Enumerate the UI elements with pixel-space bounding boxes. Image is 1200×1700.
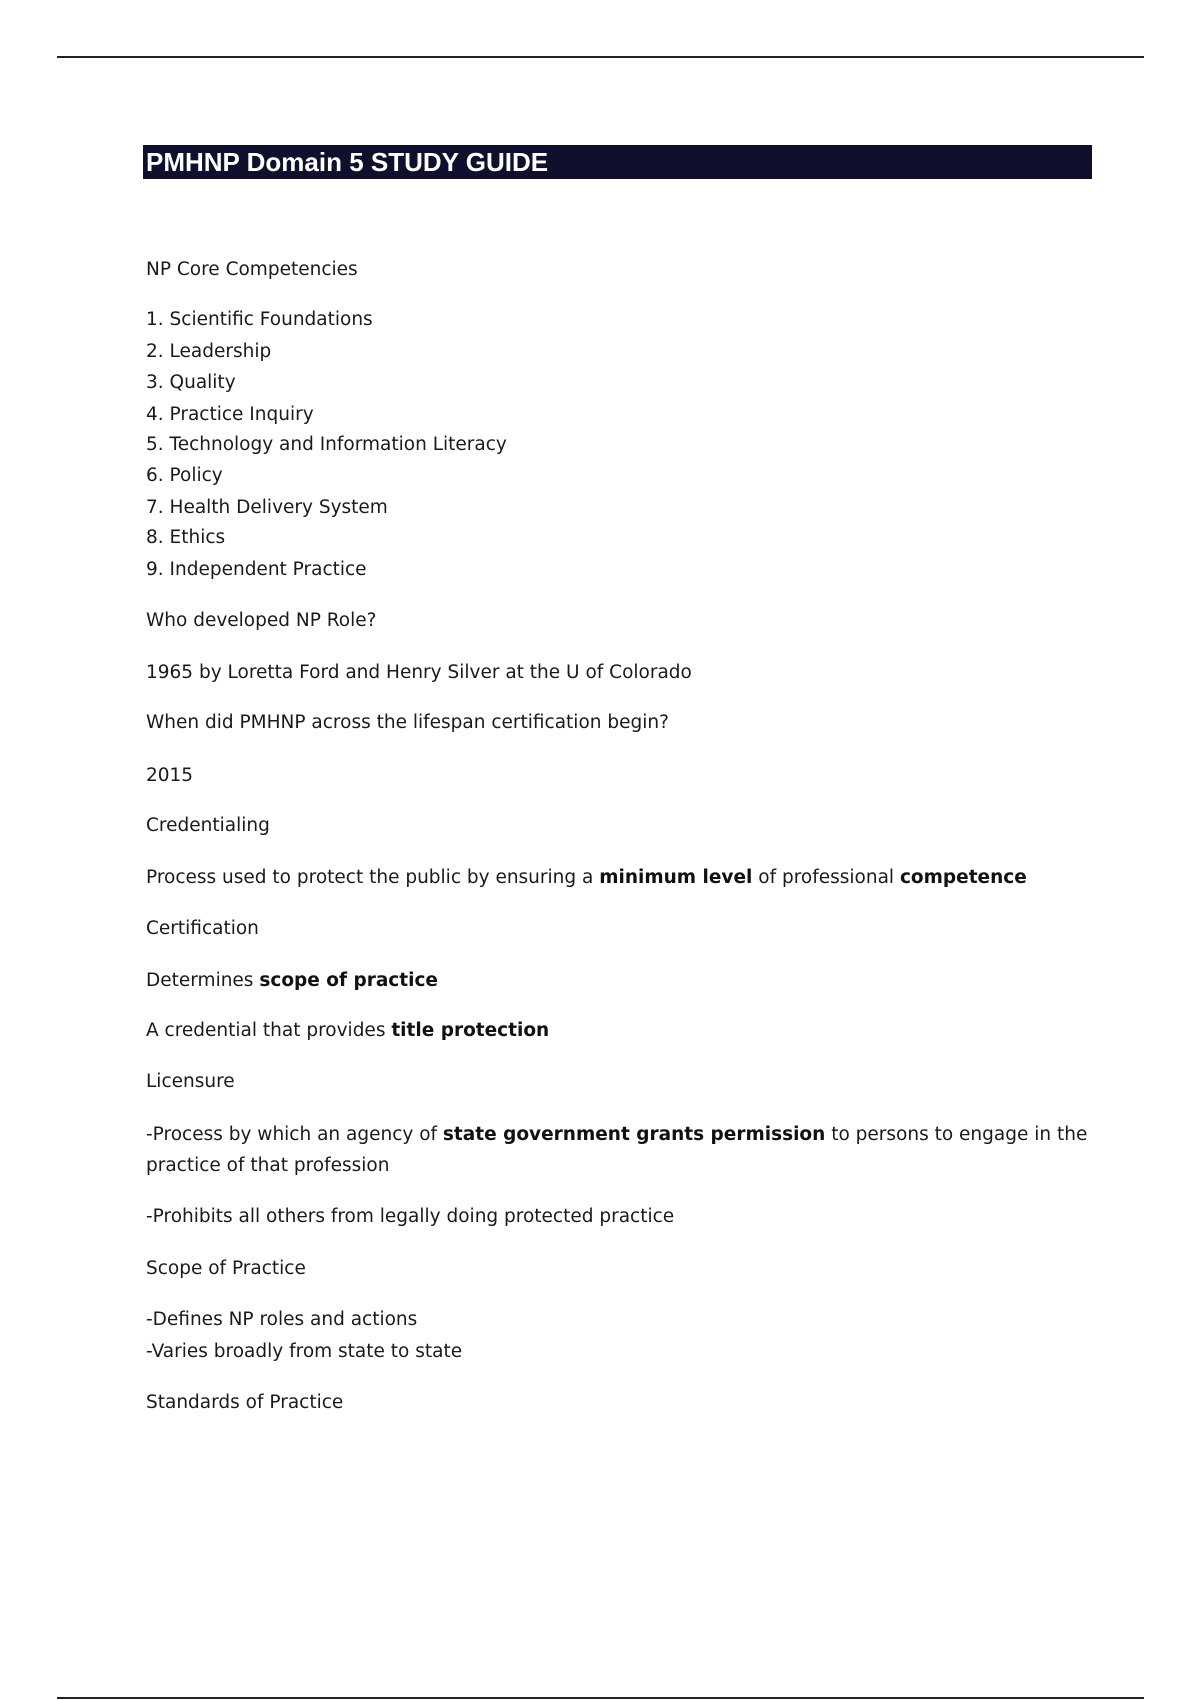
competency-item: 3. Quality <box>146 372 236 393</box>
competency-item: 7. Health Delivery System <box>146 497 388 518</box>
bottom-rule <box>57 1697 1144 1699</box>
term-licensure: Licensure <box>146 1071 235 1092</box>
definition-licensure-prohibits: -Prohibits all others from legally doing protected practice <box>146 1206 675 1227</box>
document-title: PMHNP Domain 5 STUDY GUIDE <box>146 147 549 177</box>
answer-np-role: 1965 by Loretta Ford and Henry Silver at the U of Colorado <box>146 662 692 683</box>
question-np-role: Who developed NP Role? <box>146 610 377 631</box>
competency-item: 9. Independent Practice <box>146 559 367 580</box>
definition-licensure-permission-cont: practice of that profession <box>146 1155 390 1176</box>
competency-item: 5. Technology and Information Literacy <box>146 434 507 455</box>
competency-item: 8. Ethics <box>146 527 226 548</box>
term-scope-of-practice: Scope of Practice <box>146 1258 306 1279</box>
definition-scope-roles: -Defines NP roles and actions <box>146 1309 418 1330</box>
definition-certification-scope: Determines scope of practice <box>146 970 438 991</box>
definition-credentialing: Process used to protect the public by ensuring a minimum level of professional competence <box>146 867 1027 888</box>
competency-item: 2. Leadership <box>146 341 272 362</box>
answer-lifespan: 2015 <box>146 765 194 786</box>
competency-item: 1. Scientific Foundations <box>146 309 373 330</box>
core-competencies-heading: NP Core Competencies <box>146 259 358 280</box>
definition-certification-title: A credential that provides title protection <box>146 1020 550 1041</box>
title-banner <box>143 145 1092 179</box>
top-rule <box>57 56 1144 58</box>
definition-licensure-permission: -Process by which an agency of state government grants permission to persons to engage in the <box>146 1124 1088 1145</box>
competency-item: 6. Policy <box>146 465 223 486</box>
definition-scope-varies: -Varies broadly from state to state <box>146 1341 463 1362</box>
term-standards-of-practice: Standards of Practice <box>146 1392 344 1413</box>
term-certification: Certification <box>146 918 259 939</box>
question-lifespan: When did PMHNP across the lifespan certification begin? <box>146 712 669 733</box>
term-credentialing: Credentialing <box>146 815 270 836</box>
competency-item: 4. Practice Inquiry <box>146 404 314 425</box>
